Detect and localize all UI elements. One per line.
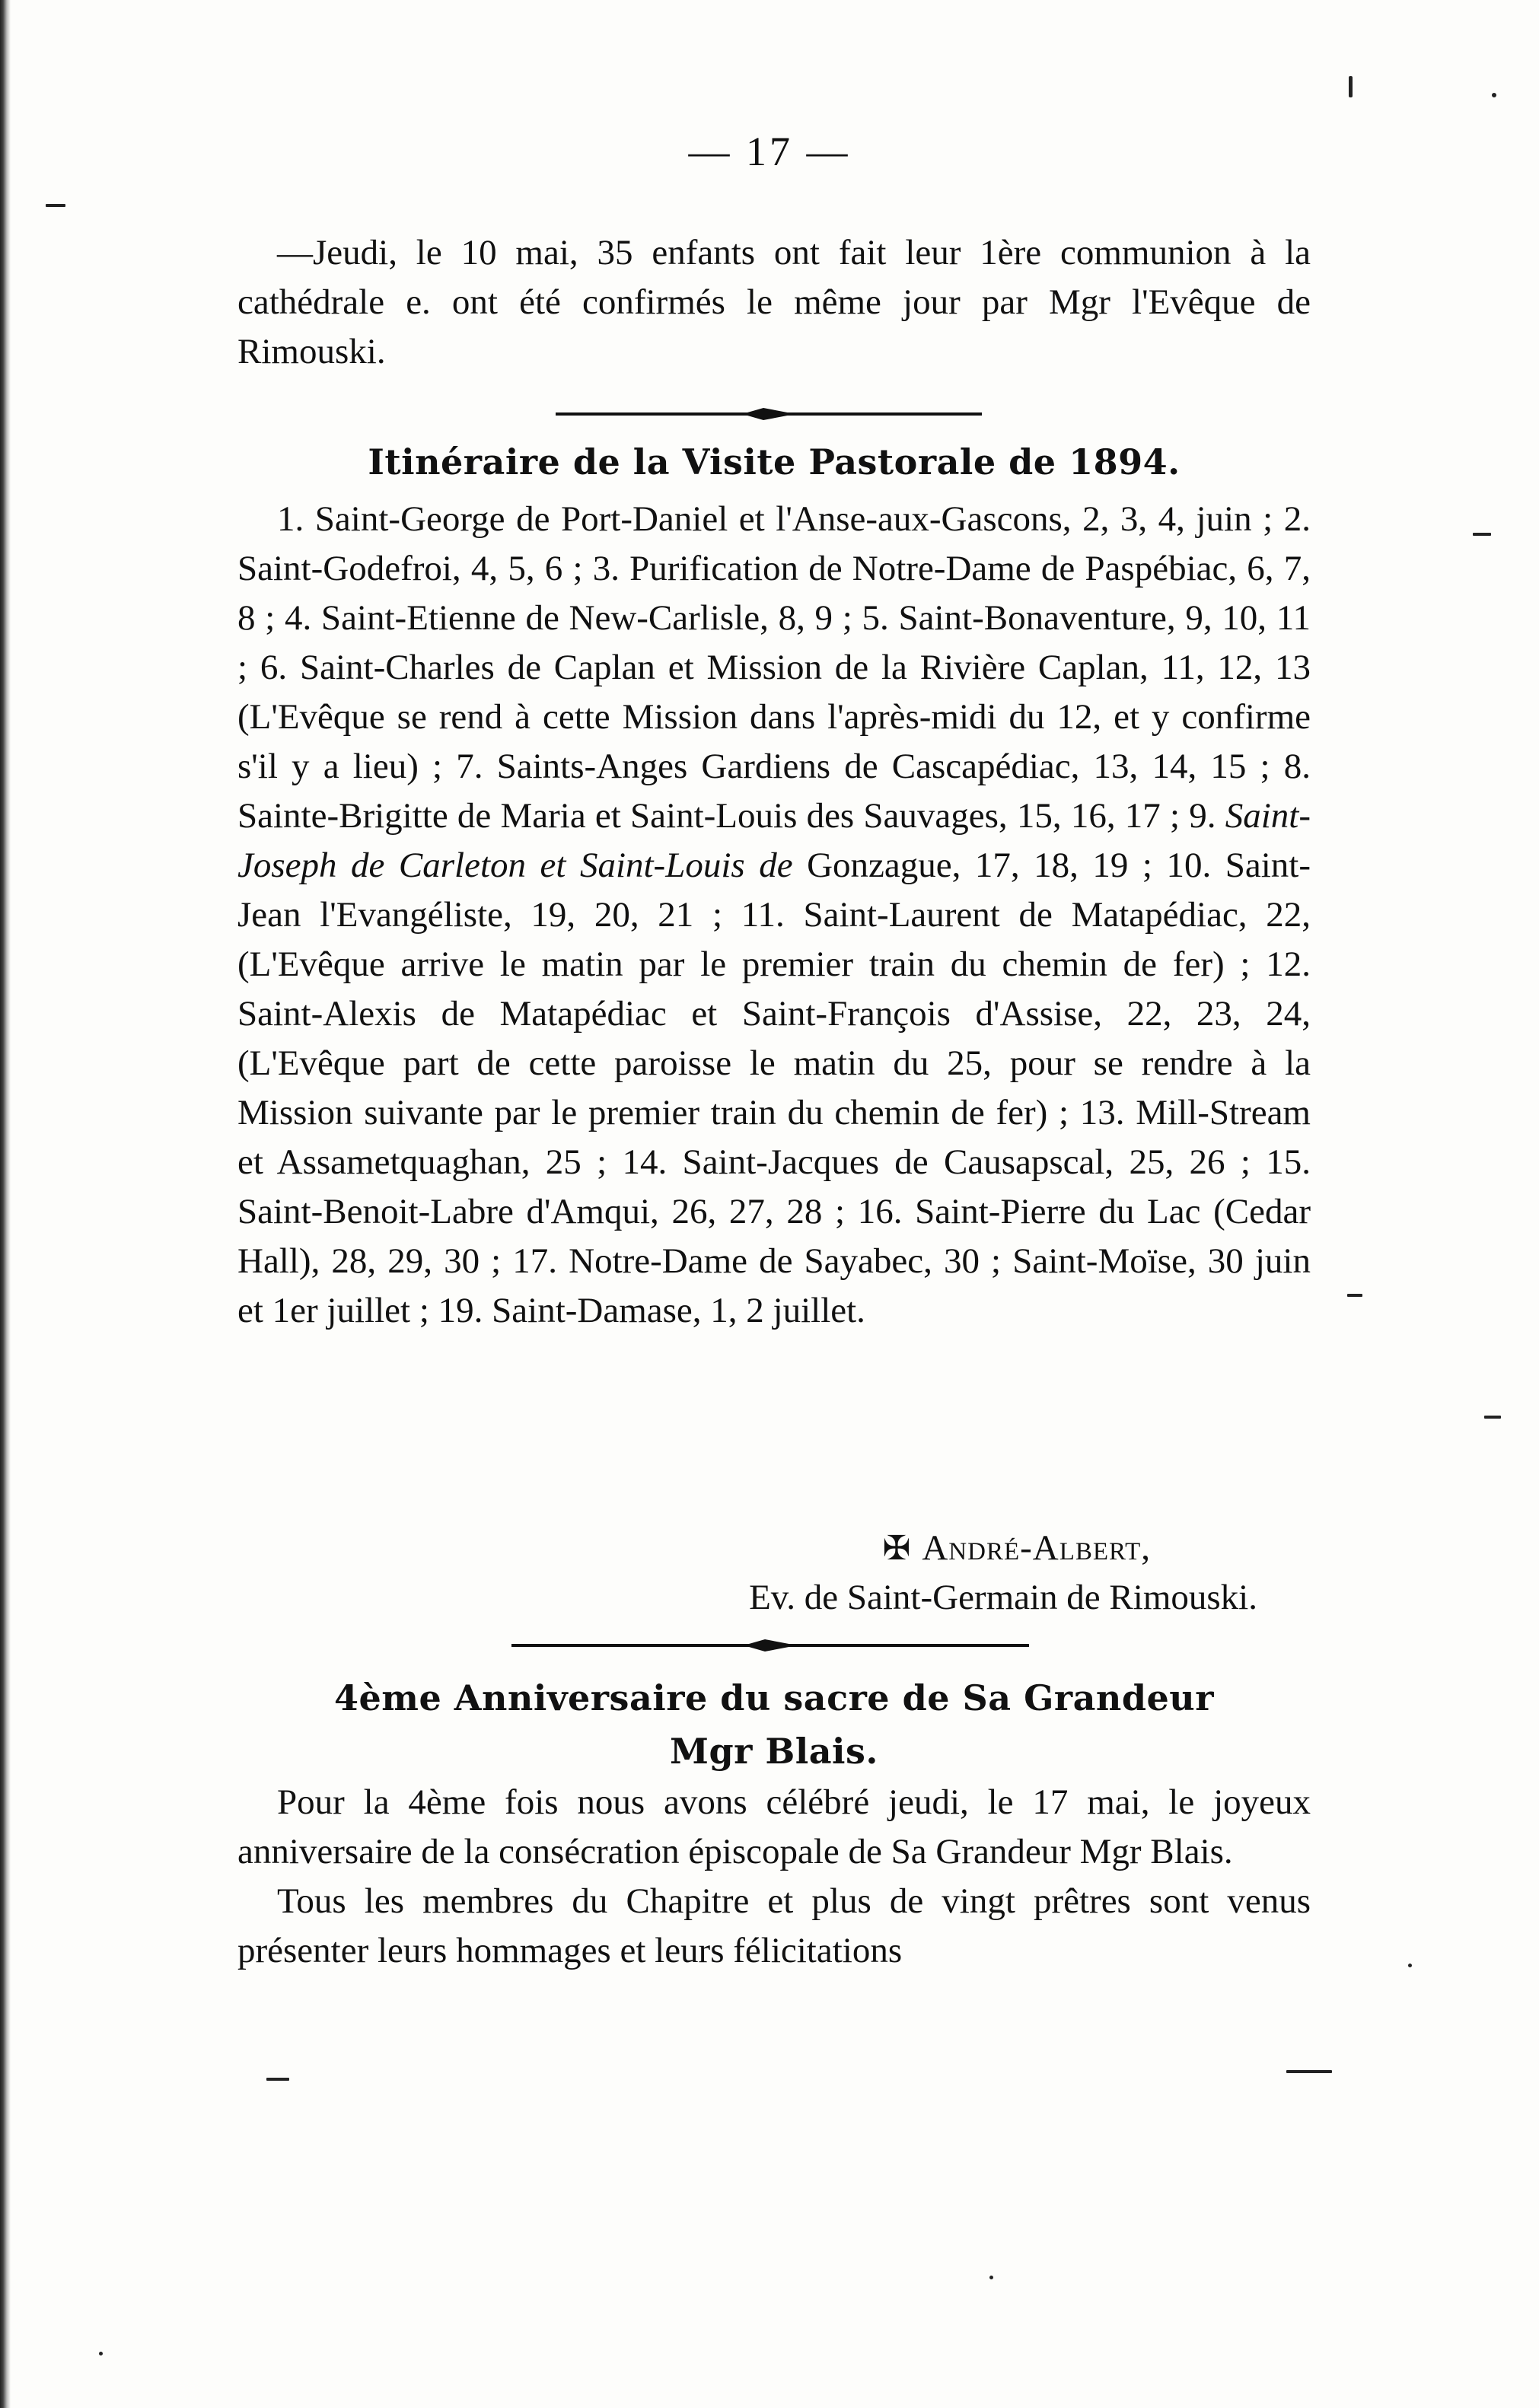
intro-block: [237, 228, 1311, 377]
scan-speck: [1286, 2070, 1332, 2073]
page-binding-edge: [0, 0, 11, 2408]
section-divider-2: [511, 1644, 1029, 1647]
anniversary-section: [237, 1671, 1311, 1976]
scan-speck: [46, 204, 65, 207]
scan-speck: [1484, 1416, 1501, 1419]
anniversary-heading-line1: 4ème Anniversaire du sacre de Sa Grandeur: [334, 1677, 1214, 1718]
itinerary-text-part1: 1. Saint-George de Port-Daniel et l'Anse-aux-Gascons, 2, 3, 4, juin ; 2. Saint-Godefroi, 4, 5, 6 ; 3. Purification de Notre-Dame de Paspébiac, 6, 7, 8 ; 4. Saint-Etienne de New-Carlisle, 8, 9 ; 5. Saint-Bonaventure, 9, 10, 11 ; 6. Saint-Charles de Caplan et Mission de la Rivière Caplan, 11, 12, 13 (L'Evêque se rend à cette Mission dans l'après-midi du 12, et y confirme s'il y a lieu) ; 7. Saints-Anges Gardiens de Cascapédiac, 13, 14, 15 ; 8. Sainte-Brigitte de Maria et Saint-Louis des Sauvages, 15, 16, 17 ; 9.: [237, 499, 1311, 836]
scan-speck: [99, 2352, 103, 2355]
anniversary-paragraph-2: Tous les membres du Chapitre et plus de vingt prêtres sont venus présenter leurs hommages et leurs félicitations: [237, 1881, 1311, 1970]
itinerary-body: [237, 495, 1311, 1336]
itinerary-section: [237, 435, 1311, 1336]
scan-speck: [1347, 1294, 1362, 1297]
section-divider: [556, 412, 982, 416]
scan-speck: [266, 2078, 289, 2081]
divider-ornament-2: [744, 1639, 797, 1652]
scan-speck: [989, 2276, 993, 2279]
signature-block: [237, 1524, 1311, 1623]
scan-speck: [1408, 1964, 1412, 1967]
signature-name: André-Albert,: [922, 1528, 1151, 1568]
signature-name-line: [237, 1524, 1311, 1573]
itinerary-heading: Itinéraire de la Visite Pastorale de 1894.: [368, 441, 1181, 483]
scan-speck: [1492, 93, 1496, 97]
signature-title: Ev. de Saint-Germain de Rimouski.: [749, 1578, 1257, 1617]
page-number: — 17 —: [688, 129, 851, 174]
divider-ornament: [742, 408, 795, 420]
scan-speck: [1349, 76, 1353, 97]
scan-speck: [1473, 533, 1491, 536]
itinerary-text-part2: Gonzague, 17, 18, 19 ; 10. Saint-Jean l'Evangéliste, 19, 20, 21 ; 11. Saint-Laurent de Matapédiac, 22, (L'Evêque arrive le matin par le premier train du chemin de fer) ; 12. Saint-Alexis de Matapédiac et Saint-François d'Assise, 22, 23, 24, (L'Evêque part de cette paroisse le matin du 25, pour se rendre à la Mission suivante par le premier train du chemin de fer) ; 13. Mill-Stream et Assametquaghan, 25 ; 14. Saint-Jacques de Causapscal, 25, 26 ; 15. Saint-Benoit-Labre d'Amqui, 26, 27, 28 ; 16. Saint-Pierre du Lac (Cedar Hall), 28, 29, 30 ; 17. Notre-Dame de Sayabec, 30 ; Saint-Moïse, 30 juin et 1er juillet ; 19. Saint-Damase, 1, 2 juillet.: [237, 846, 1311, 1330]
anniversary-heading-line2: Mgr Blais.: [670, 1731, 878, 1772]
anniversary-paragraph-1: Pour la 4ème fois nous avons célébré jeudi, le 17 mai, le joyeux anniversaire de la consécration épiscopale de Sa Grandeur Mgr Blais.: [237, 1782, 1311, 1871]
itinerary-text-italic: Saint-Joseph de Carleton et Saint-Louis de: [237, 796, 1311, 885]
intro-paragraph: —Jeudi, le 10 mai, 35 enfants ont fait leur 1ère communion à la cathédrale e. ont été confirmés le même jour par Mgr l'Evêque de Rimouski.: [237, 233, 1311, 371]
cross-icon: ✠: [882, 1530, 912, 1567]
